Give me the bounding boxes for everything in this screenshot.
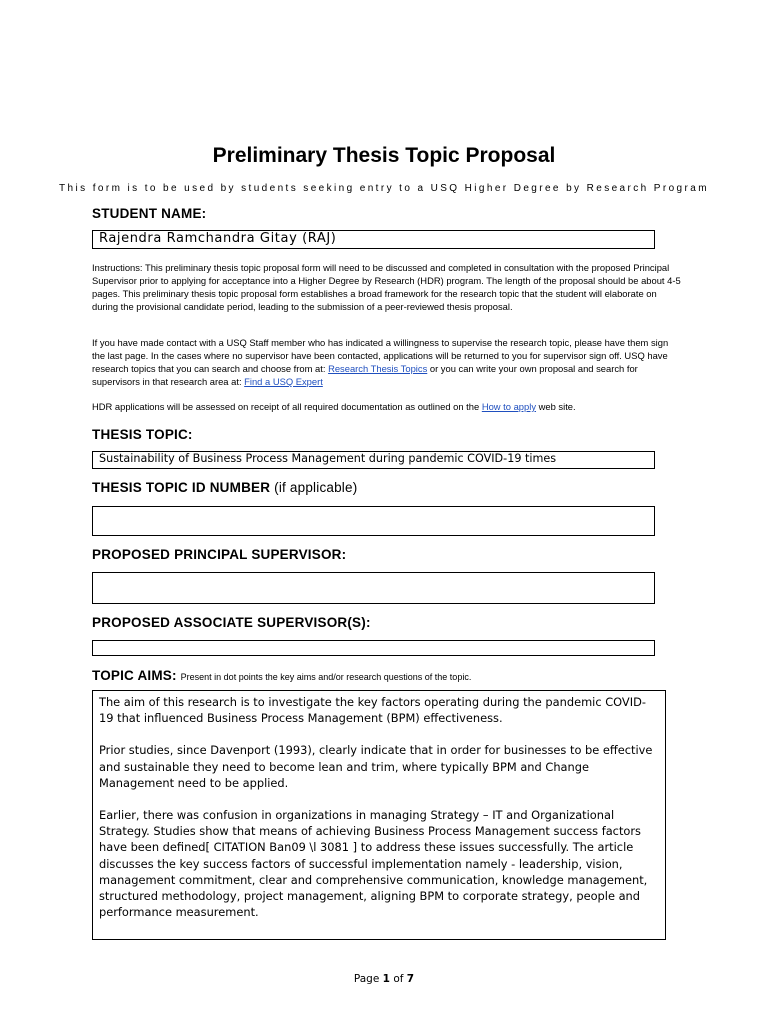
instructions-paragraph: Instructions: This preliminary thesis topic proposal form will need to be discussed and completed in consultation with the proposed Principal Supervisor prior to applying for acceptance into a Higher Degree by Research (HDR) program. The length of the proposal should be about 4-5 pages. This preliminary thesis topic proposal form establishes a broad framework for the research topic that the student will elaborate on during the provisional candidate period, leading to the submission of a peer-reviewed thesis proposal. [92,262,681,312]
principal-supervisor-field[interactable] [92,572,655,604]
page-current: 1 [382,973,390,985]
topic-aims-paragraph: Earlier, there was confusion in organizations in managing Strategy – IT and Organizational Strategy. Studies show that means of achieving Business Process Management success factors have been defined[ CITATION Ban09 \l 3081 ] to address these issues successfully. The article discusses the key success factors of successful implementation namely - leadership, vision, management commitment, clear and comprehensive communication, knowledge management, structured methodology, project management, aligning BPM to corporate strategy, people and performance measurement. [99,808,648,920]
student-name-value: Rajendra Ramchandra Gitay (RAJ) [99,231,337,246]
page-number-footer [0,973,768,985]
contact-text: If you have made contact with a USQ Staff member who has indicated a willingness to supervise the research topic, please have them sign the last page. In the cases where no supervisor have been contacted, applications will be returned to you for supervisor sign off. USQ have research topics that you can search and choose from at: [92,337,669,374]
thesis-topic-label: THESIS TOPIC: [92,427,193,442]
principal-supervisor-label: PROPOSED PRINCIPAL SUPERVISOR: [92,547,347,562]
page-total: 7 [406,973,415,985]
topic-aims-label-text: TOPIC AIMS: [92,668,177,683]
thesis-topic-id-label [92,480,357,495]
page-subtitle: This form is to be used by students seeking entry to a USQ Higher Degree by Research Program [59,183,709,194]
thesis-topic-id-note: (if applicable) [274,480,358,495]
hdr-text: HDR applications will be assessed on receipt of all required documentation as outlined on the [92,401,482,412]
student-name-label: STUDENT NAME: [92,206,207,221]
find-usq-expert-link[interactable]: Find a USQ Expert [244,375,323,387]
page-title: Preliminary Thesis Topic Proposal [212,144,556,167]
topic-aims-note: Present in dot points the key aims and/or research questions of the topic. [180,672,472,682]
topic-aims-label [92,668,471,683]
page-word: Page [353,973,380,985]
how-to-apply-link[interactable]: How to apply [481,401,537,412]
hdr-paragraph [92,401,682,414]
associate-supervisor-field[interactable] [92,640,655,656]
contact-text-middle: or you can write your own proposal and search for supervisors in that research area at: [92,362,638,387]
topic-aims-paragraph: The aim of this research is to investigate the key factors operating during the pandemic COVID-19 that influenced Business Process Management (BPM) effectiveness. [99,695,646,726]
associate-supervisor-label: PROPOSED ASSOCIATE SUPERVISOR(S): [92,615,371,630]
thesis-topic-value: Sustainability of Business Process Management during pandemic COVID-19 times [99,452,557,465]
thesis-topic-field[interactable] [92,451,655,469]
of-word: of [393,973,404,985]
thesis-topic-id-label-text: THESIS TOPIC ID NUMBER [92,480,271,495]
contact-paragraph [92,337,682,389]
student-name-field[interactable] [92,230,655,249]
research-thesis-topics-link[interactable]: Research Thesis Topics [328,362,428,374]
thesis-topic-id-field[interactable] [92,506,655,536]
hdr-text-end: web site. [536,401,576,412]
topic-aims-paragraph: Prior studies, since Davenport (1993), clearly indicate that in order for businesses to be effective and sustainable they need to become lean and trim, where typically BPM and Change Management need to be applied. [99,743,653,790]
topic-aims-field[interactable] [92,690,666,940]
